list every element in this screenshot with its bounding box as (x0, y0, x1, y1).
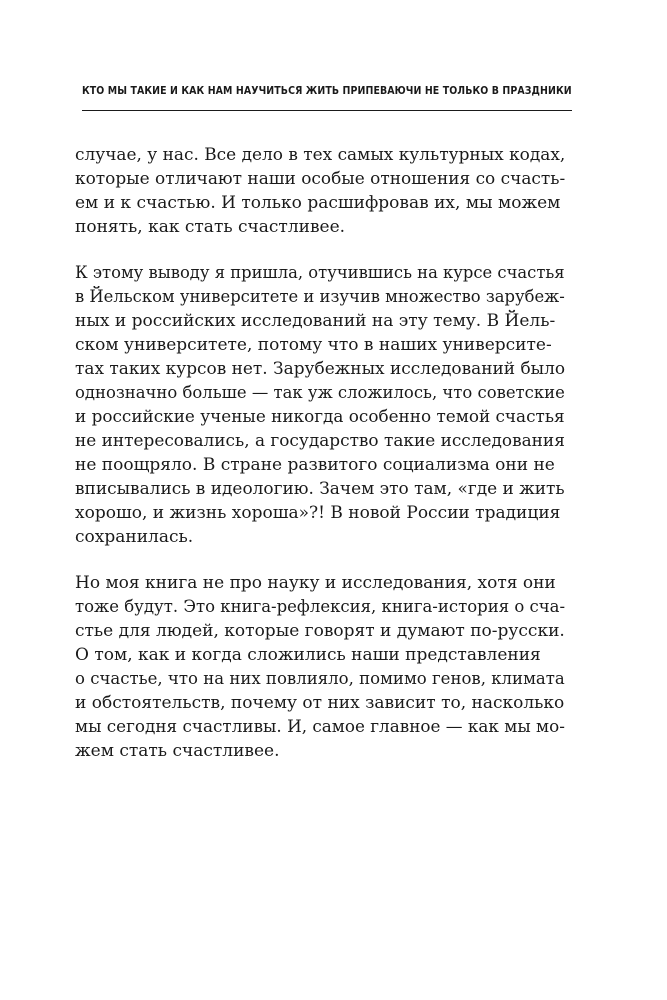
text-line: стье для людей, которые говорят и думают по-русски. (75, 621, 565, 641)
text-line: тоже будут. Это книга-рефлексия, книга-история о сча- (75, 597, 566, 617)
text-line: тах таких курсов нет. Зарубежных исследований было (75, 359, 566, 379)
text-line: жем стать счастливее. (75, 741, 280, 761)
text-line: мы сегодня счастливы. И, самое главное — как мы мо- (75, 717, 565, 737)
text-line: ных и российских исследований на эту тему. В Йель- (75, 311, 556, 331)
text-line: ем и к счастью. И только расшифровав их, мы можем (75, 193, 561, 213)
text-line: в Йельском университете и изучив множество зарубеж- (75, 287, 565, 307)
text-line: понять, как стать счастливее. (75, 217, 346, 237)
text-line: вписывались в идеологию. Зачем это там, «где и жить (75, 479, 565, 499)
text-line: О том, как и когда сложились наши представления (75, 645, 541, 665)
text-line: хорошо, и жизнь хороша»?! В новой России традиция (75, 503, 561, 523)
running-header: КТО МЫ ТАКИЕ И КАК НАМ НАУЧИТЬСЯ ЖИТЬ ПРИПЕВАЮЧИ НЕ ТОЛЬКО В ПРАЗДНИКИ (82, 85, 572, 97)
text-line: однозначно больше — так уж сложилось, что советские (75, 383, 565, 403)
text-line: о счастье, что на них повлияло, помимо генов, климата (75, 669, 565, 689)
paragraph-1 (75, 143, 565, 239)
text-line: которые отличают наши особые отношения со счасть- (75, 169, 566, 189)
body-text (75, 143, 565, 785)
text-line: не интересовались, а государство такие исследования (75, 431, 565, 451)
text-line: и российские ученые никогда особенно темой счастья (75, 407, 565, 427)
text-line: К этому выводу я пришла, отучившись на курсе счастья (75, 263, 565, 283)
header-rule (82, 110, 572, 111)
text-line: не поощряло. В стране развитого социализма они не (75, 455, 555, 475)
text-line: случае, у нас. Все дело в тех самых культурных кодах, (75, 145, 566, 165)
text-line: сохранилась. (75, 527, 194, 547)
paragraph-2 (75, 261, 565, 549)
paragraph-3 (75, 571, 565, 763)
text-line: ском университете, потому что в наших университе- (75, 335, 552, 355)
text-line: и обстоятельств, почему от них зависит то, насколько (75, 693, 565, 713)
text-line: Но моя книга не про науку и исследования, хотя они (75, 573, 556, 593)
